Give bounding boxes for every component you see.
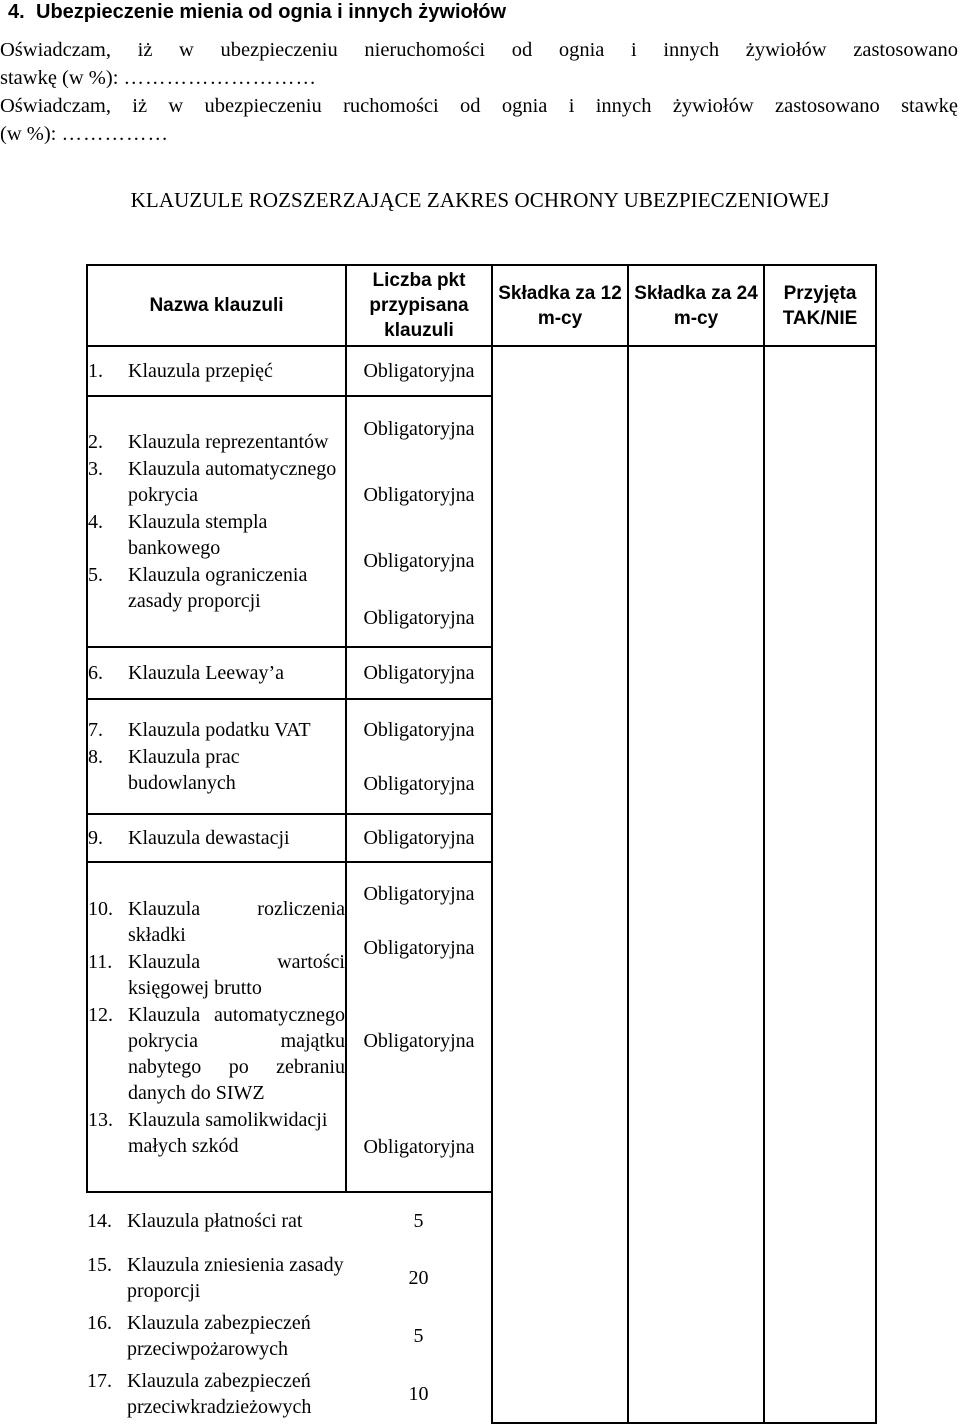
clause-name: Klauzula wartości księgowej brutto xyxy=(128,950,345,999)
clause-name-cell xyxy=(87,1248,346,1423)
clause-name: Klauzula dewastacji xyxy=(128,827,290,849)
list-item: 11. Klauzula wartości księgowej brutto xyxy=(88,950,345,999)
clause-points-cell: Obligatoryjna xyxy=(346,647,492,699)
clause-name: Klauzula przepięć xyxy=(128,360,273,382)
clause-name: Klauzula Leeway’a xyxy=(128,662,285,684)
clause-name: Klauzula automatycznego pokrycia xyxy=(128,458,337,506)
clause-points-cell: Obligatoryjna xyxy=(346,346,492,396)
clause-points-cell: Obligatoryjna Obligatoryjna Obligatoryjna Obligatoryjna xyxy=(346,862,492,1192)
clause-name-cell: 6. Klauzula Leeway’a xyxy=(87,647,346,699)
declaration-real-estate xyxy=(0,36,958,92)
list-item: 15. Klauzula zniesienia zasady proporcji xyxy=(87,1252,346,1304)
list-item: 7. Klauzula podatku VAT xyxy=(88,717,345,743)
rate-fill-in-field[interactable]: ……………………… xyxy=(123,67,318,89)
declaration-rate-label: (w %): xyxy=(0,123,57,145)
declaration-rate-label: stawkę (w %): xyxy=(0,67,119,89)
section-number: 4. xyxy=(8,1,25,23)
list-item: 4. Klauzula stempla bankowego xyxy=(88,509,345,561)
list-item: 16. Klauzula zabezpieczeń przeciwpożarowych xyxy=(87,1310,346,1362)
clause-name: Klauzula podatku VAT xyxy=(128,719,311,741)
clause-name-cell xyxy=(87,396,346,647)
clause-name: Klauzula zniesienia zasady proporcji xyxy=(127,1253,344,1302)
clause-name: Klauzula ograniczenia zasady proporcji xyxy=(128,564,308,612)
premium-24m-cell[interactable] xyxy=(628,346,764,1423)
list-item: 3. Klauzula automatycznego pokrycia xyxy=(88,456,345,508)
clause-points-cell: 20 5 10 xyxy=(408,1266,429,1405)
declaration-movables xyxy=(0,92,958,148)
clause-name: Klauzula samolikwidacji małych szkód xyxy=(128,1108,328,1157)
list-item: 8. Klauzula prac budowlanych xyxy=(88,744,345,796)
table-row xyxy=(87,346,876,396)
clause-points-cell: 5 xyxy=(413,1209,424,1232)
clause-points-cell: Obligatoryjna xyxy=(346,814,492,862)
clause-name-cell xyxy=(87,699,346,814)
list-item: 2. Klauzula reprezentantów xyxy=(88,429,345,455)
section-heading xyxy=(8,0,506,24)
list-item: 12. Klauzula automatycznego pokrycia majątku nabytego po zebraniu danych do SIWZ xyxy=(88,1003,345,1104)
premium-12m-cell[interactable] xyxy=(492,346,628,1423)
declaration-line: Oświadczam, iż w ubezpieczeniu nieruchomości od ognia i innych żywiołów zastosowano xyxy=(0,39,958,61)
clause-name: Klauzula płatności rat xyxy=(127,1209,303,1232)
table-header-row xyxy=(87,265,876,346)
declaration-line: Oświadczam, iż w ubezpieczeniu ruchomości od ognia i innych żywiołów zastosowano stawkę xyxy=(0,95,958,117)
list-item: 13. Klauzula samolikwidacji małych szkód xyxy=(88,1107,345,1159)
header-points: Liczba pkt przypisana klauzuli xyxy=(346,265,492,346)
list-item: 17. Klauzula zabezpieczeń przeciwkradzieżowych xyxy=(87,1368,346,1420)
accepted-cell[interactable] xyxy=(764,346,876,1423)
clause-name: Klauzula rozliczenia składki xyxy=(128,897,345,946)
clause-number: 1. xyxy=(88,360,103,382)
header-accepted: Przyjęta TAK/NIE xyxy=(764,265,876,346)
clause-name: Klauzula zabezpieczeń przeciwpożarowych xyxy=(127,1311,311,1360)
section-heading-text: Ubezpieczenie mienia od ognia i innych żywiołów xyxy=(36,1,507,23)
clause-name-cell xyxy=(87,862,346,1192)
clause-name: Klauzula zabezpieczeń przeciwkradzieżowych xyxy=(127,1369,312,1418)
clause-name: Klauzula reprezentantów xyxy=(128,431,329,453)
rate-fill-in-field[interactable]: …………… xyxy=(61,123,169,145)
clause-name-cell: 9. Klauzula dewastacji xyxy=(87,814,346,862)
clause-name: Klauzula automatycznego pokrycia majątku nabytego po zebraniu danych do SIWZ xyxy=(128,1003,345,1104)
clauses-table xyxy=(86,264,876,1424)
header-clause-name: Nazwa klauzuli xyxy=(87,265,346,346)
list-item: 5. Klauzula ograniczenia zasady proporcji xyxy=(88,562,345,614)
clause-name: Klauzula stempla bankowego xyxy=(128,511,268,559)
header-premium-24m: Składka za 24 m-cy xyxy=(628,265,764,346)
header-premium-12m: Składka za 12 m-cy xyxy=(492,265,628,346)
clause-name-cell: 14. Klauzula płatności rat xyxy=(87,1192,346,1248)
clauses-section-title: KLAUZULE ROZSZERZAJĄCE ZAKRES OCHRONY UBEZPIECZENIOWEJ xyxy=(130,188,830,212)
list-item: 10. Klauzula rozliczenia składki xyxy=(88,897,345,946)
clause-points-cell: Obligatoryjna Obligatoryjna xyxy=(346,699,492,814)
clause-name: Klauzula prac budowlanych xyxy=(128,746,240,794)
clause-name-cell xyxy=(87,346,346,396)
clause-points-cell: Obligatoryjna Obligatoryjna Obligatoryjna Obligatoryjna xyxy=(346,396,492,647)
